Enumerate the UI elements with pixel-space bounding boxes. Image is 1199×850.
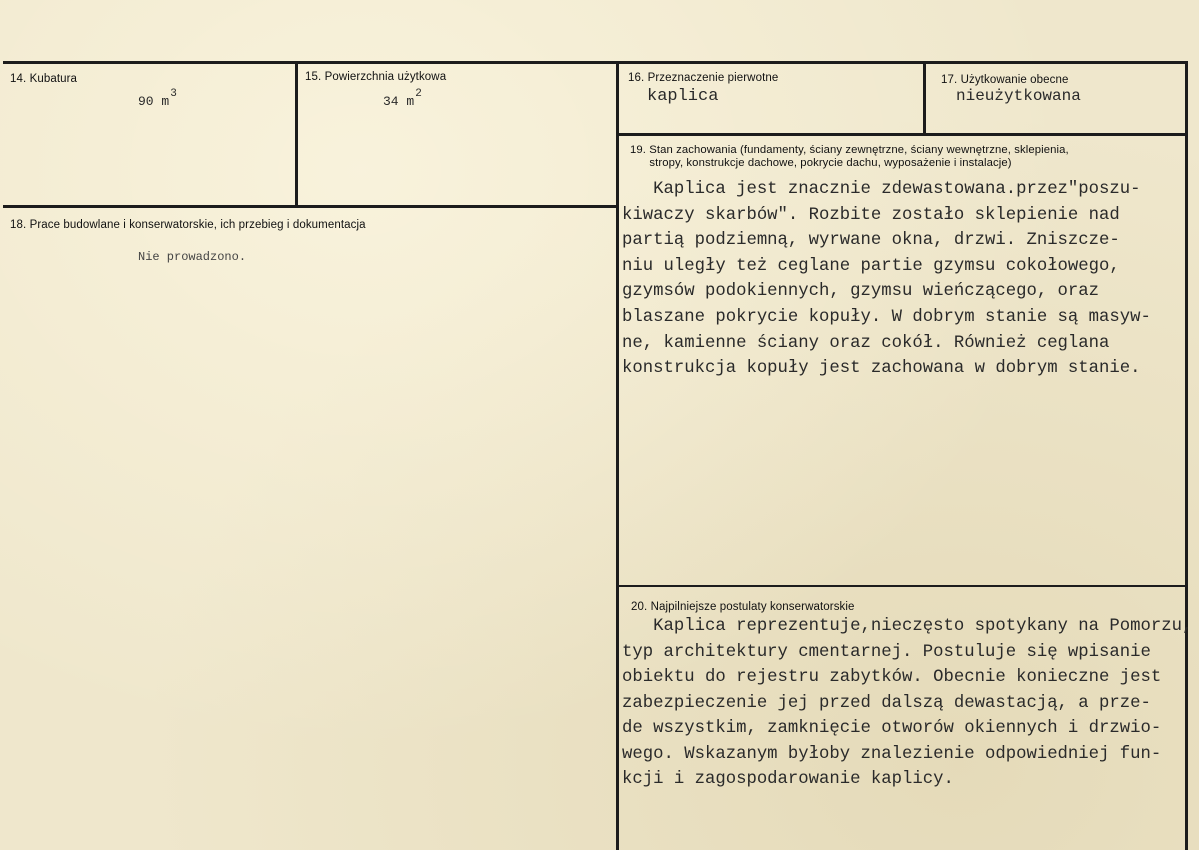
field-17-label: 17. Użytkowanie obecne	[941, 74, 1069, 86]
divider-v-16-17	[923, 62, 926, 135]
field-15-unit-exponent: 2	[415, 88, 422, 100]
field-14-label: 14. Kubatura	[10, 73, 78, 85]
divider-v-main	[616, 62, 619, 850]
field-14-value	[138, 88, 177, 109]
field-14-volume: 90 m	[138, 94, 170, 109]
top-border-line	[3, 61, 1187, 64]
field-16-label: 16. Przeznaczenie pierwotne	[628, 72, 779, 84]
field-18-value: Nie prowadzono.	[138, 250, 247, 264]
field-15-value	[383, 88, 422, 109]
field-19-text: Kaplica jest znacznie zdewastowana.przez"poszu- kiwaczy skarbów". Rozbite zostało sklepienie nad partią podziemną, wyrwane okna, drzwi. Zniszcze- niu uległy też ceglane partie gzymsu cokołowego, gzymsów podokiennych, gzymsu wieńczącego, oraz blaszane pokrycie kopuły. W dobrym stanie są masyw- ne, kamienne ściany oraz cokół. Również ceglana konstrukcja kopuły jest zachowana w dobrym stanie.	[622, 180, 1151, 379]
field-16-value: kaplica	[647, 87, 719, 106]
divider-v-14-15	[295, 62, 298, 207]
field-15-label: 15. Powierzchnia użytkowa	[305, 71, 447, 83]
divider-h-19-20	[618, 585, 1187, 587]
field-20-label: 20. Najpilniejsze postulaty konserwatorskie	[631, 601, 855, 613]
field-18-label: 18. Prace budowlane i konserwatorskie, ich przebieg i dokumentacja	[10, 219, 366, 231]
field-20-text: Kaplica reprezentuje,nieczęsto spotykany na Pomorzu, typ architektury cmentarnej. Postuluje się wpisanie obiektu do rejestru zabytków. Obecnie konieczne jest zabezpieczenie jej przed dalszą dewastacją, a prze- de wszystkim, zamknięcie otworów okiennych i drzwio- wego. Wskazanym byłoby znalezienie odpowiedniej fun- kcji i zagospodarowanie kaplicy.	[622, 617, 1193, 789]
field-14-unit-exponent: 3	[170, 88, 177, 100]
divider-h-under-16-17	[618, 133, 1187, 136]
field-19-label: 19. Stan zachowania (fundamenty, ściany zewnętrzne, ściany wewnętrzne, sklepienia, stropy, konstrukcje dachowe, pokrycie dachu, wyposażenie i instalacje)	[630, 144, 1069, 169]
field-17-value: nieużytkowana	[956, 87, 1081, 105]
divider-h-under-14-15	[3, 205, 618, 208]
field-15-area: 34 m	[383, 94, 415, 109]
